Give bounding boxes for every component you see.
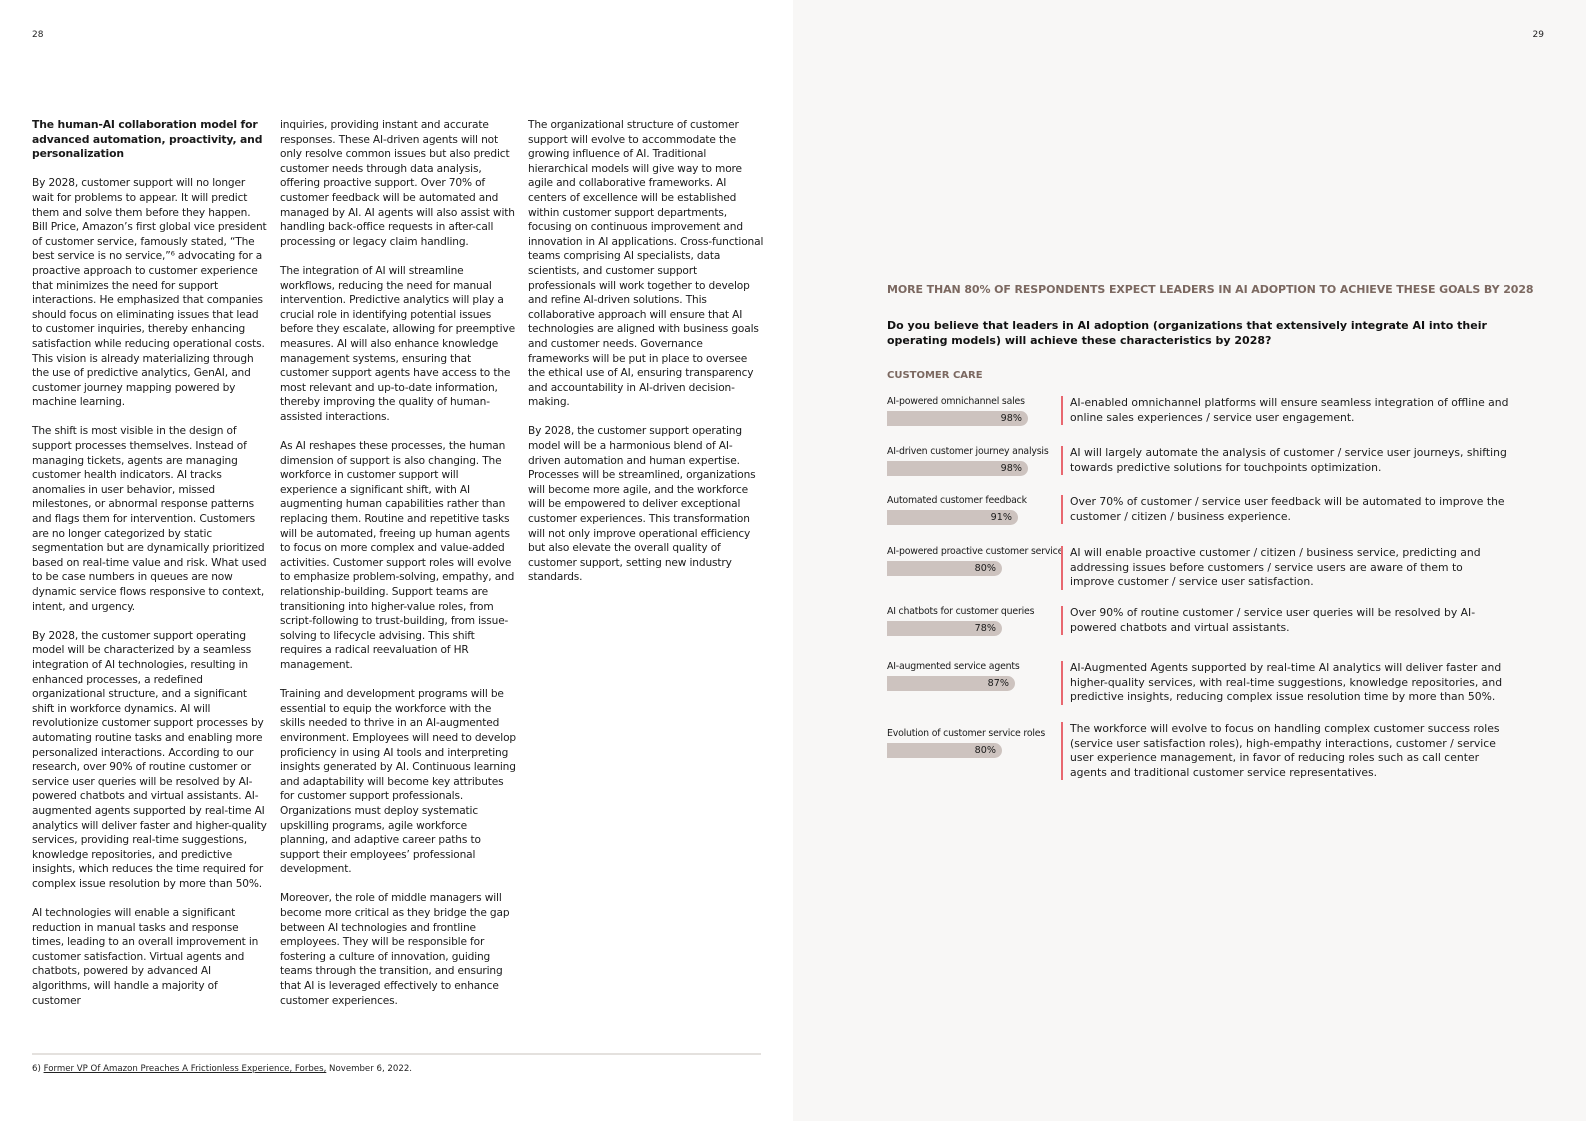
page-number-left: 28 bbox=[32, 30, 44, 40]
paragraph: The organizational structure of customer support will evolve to accommodate the growing influence of AI. Traditional hierarchical models will give way to more agile and collaborative frameworks. AI centers of excellence will be established within customer support departments, focusing on continuous improvement and innovation in AI applications. Cross-functional teams comprising AI specialists, data scientists, and customer support professionals will work together to develop and refine AI-driven solutions. This collaborative approach will ensure that AI technologies are aligned with business goals and customer needs. Governance frameworks will be put in place to oversee the ethical use of AI, ensuring transparency and accountability in AI-driven decision-making. bbox=[528, 119, 764, 409]
text-column-2 bbox=[280, 118, 516, 1023]
section-label: CUSTOMER CARE bbox=[887, 370, 983, 381]
footnote-divider bbox=[32, 1053, 761, 1055]
bar-value: 78% bbox=[974, 623, 996, 634]
paragraph: Training and development programs will be essential to equip the workforce with the skills needed to thrive in an AI-augmented environment. Employees will need to develop proficiency in using AI tools and interpreting insights generated by AI. Continuous learning and adaptability will become key attributes for customer support professionals. Organizations must deploy systematic upskilling programs, agile workforce planning, and adaptive career paths to support their employees’ professional development. bbox=[280, 688, 516, 876]
footnote-date: November 6, 2022. bbox=[326, 1064, 413, 1074]
bar-label: Evolution of customer service roles bbox=[887, 728, 1046, 739]
bar-value: 98% bbox=[1000, 463, 1022, 474]
survey-question: Do you believe that leaders in AI adoption (organizations that extensively integrate AI into their operating models) will achieve these characteristics by 2028? bbox=[887, 319, 1487, 347]
text-column-3 bbox=[528, 118, 764, 600]
bar bbox=[887, 743, 1002, 758]
bar-label: AI-powered omnichannel sales bbox=[887, 396, 1025, 407]
footnote-number: 6) bbox=[32, 1064, 41, 1074]
paragraph: The shift is most visible in the design of support processes themselves. Instead of managing tickets, agents are managing customer health indicators. AI tracks anomalies in user behavior, missed milestones, or abnormal response patterns and flags them for intervention. Customers are no longer categorized by static segmentation but are dynamically prioritized based on real-time value and risk. What used to be case numbers in queues are now dynamic service flows responsive to context, intent, and urgency. bbox=[32, 425, 267, 613]
bar-description: Over 90% of routine customer / service user queries will be resolved by AI-powered chatbots and virtual assistants. bbox=[1061, 606, 1510, 635]
bar bbox=[887, 510, 1018, 525]
text-column-1 bbox=[32, 118, 268, 1023]
bar-value: 80% bbox=[974, 745, 996, 756]
bar-label: AI-powered proactive customer service bbox=[887, 546, 1064, 557]
bar bbox=[887, 676, 1015, 691]
paragraph: By 2028, the customer support operating model will be characterized by a seamless integration of AI technologies, resulting in enhanced processes, a redefined organizational structure, and a significant shift in workforce dynamics. AI will revolutionize customer support processes by automating routine tasks and enabling more personalized interactions. According to our research, over 90% of routine customer or service user queries will be resolved by AI-powered chatbots and virtual assistants. AI-augmented agents supported by real-time AI analytics will deliver faster and higher-quality services, providing real-time suggestions, knowledge repositories, and predictive insights, which reduces the time required for complex issue resolution by more than 50%. bbox=[32, 629, 267, 890]
bar-description: AI-enabled omnichannel platforms will ensure seamless integration of offline and online sales experiences / service user engagement. bbox=[1061, 396, 1510, 425]
section-heading: The human-AI collaboration model for advanced automation, proactivity, and personalization bbox=[32, 118, 263, 161]
right-page bbox=[793, 0, 1586, 1121]
bar-label: Automated customer feedback bbox=[887, 495, 1027, 506]
paragraph: The integration of AI will streamline workflows, reducing the need for manual intervention. Predictive analytics will play a crucial role in identifying potential issues before they escalate, allowing for preemptive measures. AI will also enhance knowledge management systems, ensuring that customer support agents have access to the most relevant and up-to-date information, thereby improving the quality of human-assisted interactions. bbox=[280, 264, 515, 423]
bar-description: AI-Augmented Agents supported by real-time AI analytics will deliver faster and higher-quality services, with real-time suggestions, knowledge repositories, and predictive insights, reducing complex issue resolution time by more than 50%. bbox=[1061, 661, 1510, 705]
bar-value: 80% bbox=[974, 563, 996, 574]
paragraph: Moreover, the role of middle managers will become more critical as they bridge the gap between AI technologies and frontline employees. They will be responsible for fostering a culture of innovation, guiding teams through the transition, and ensuring that AI is leveraged effectively to enhance customer experiences. bbox=[280, 892, 510, 1007]
paragraph: inquiries, providing instant and accurate responses. These AI-driven agents will not only resolve common issues but also predict customer needs through data analysis, offering proactive support. Over 70% of customer feedback will be automated and managed by AI. AI agents will also assist with handling back-office requests in after-call processing or legacy claim handling. bbox=[280, 119, 515, 248]
bar-label: AI-driven customer journey analysis bbox=[887, 446, 1049, 457]
bar-value: 91% bbox=[990, 512, 1012, 523]
paragraph: As AI reshapes these processes, the human dimension of support is also changing. The workforce in customer support will experience a significant shift, with AI augmenting human capabilities rather than replacing them. Routine and repetitive tasks will be automated, freeing up human agents to focus on more complex and value-added activities. Customer support roles will evolve to emphasize problem-solving, empathy, and relationship-building. Support teams are transitioning into higher-value roles, from script-following to trust-building, from issue-solving to lifecycle advising. This shift requires a radical reevaluation of HR management. bbox=[280, 440, 515, 671]
paragraph: By 2028, the customer support operating model will be a harmonious blend of AI-driven automation and human expertise. Processes will be streamlined, organizations will become more agile, and the workforce will be empowered to deliver exceptional customer experiences. This transformation will not only improve operational efficiency but also elevate the overall quality of customer support, setting new industry standards. bbox=[528, 425, 756, 584]
bar-label: AI-augmented service agents bbox=[887, 661, 1020, 672]
bar-description: Over 70% of customer / service user feedback will be automated to improve the customer / citizen / business experience. bbox=[1061, 495, 1510, 524]
footnote-source-link[interactable]: Former VP Of Amazon Preaches A Frictionless Experience, Forbes, bbox=[43, 1064, 327, 1074]
footnote bbox=[32, 1064, 412, 1074]
bar-label: AI chatbots for customer queries bbox=[887, 606, 1035, 617]
bar bbox=[887, 561, 1002, 576]
bar-description: AI will largely automate the analysis of customer / service user journeys, shifting towards predictive solutions for touchpoints optimization. bbox=[1061, 446, 1510, 475]
bar-description: AI will enable proactive customer / citizen / business service, predicting and addressing issues before customers / service users are aware of them to improve customer / service user satisfaction. bbox=[1061, 546, 1510, 590]
bar bbox=[887, 621, 1002, 636]
chart-title: MORE THAN 80% OF RESPONDENTS EXPECT LEADERS IN AI ADOPTION TO ACHIEVE THESE GOALS BY 2028 bbox=[887, 283, 1534, 296]
bar-description: The workforce will evolve to focus on handling complex customer success roles (service user satisfaction roles), high-empathy interactions, customer / service user experience management, in favor of reducing roles such as call center agents and traditional customer service representatives. bbox=[1061, 722, 1510, 780]
bar-value: 87% bbox=[987, 678, 1009, 689]
bar-value: 98% bbox=[1000, 413, 1022, 424]
bar bbox=[887, 411, 1028, 426]
paragraph: AI technologies will enable a significant reduction in manual tasks and response times, leading to an overall improvement in customer satisfaction. Virtual agents and chatbots, powered by advanced AI algorithms, will handle a majority of customer bbox=[32, 907, 259, 1007]
page-number-right: 29 bbox=[1532, 30, 1544, 40]
paragraph: By 2028, customer support will no longer wait for problems to appear. It will predict them and solve them before they happen. Bill Price, Amazon’s first global vice president of customer service, famously stated, “The best service is no service,”⁶ advocating for a proactive approach to customer experience that minimizes the need for support interactions. He emphasized that companies should focus on eliminating issues that lead to customer inquiries, thereby enhancing satisfaction while reducing operational costs. This vision is already materializing through the use of predictive analytics, GenAI, and customer journey mapping powered by machine learning. bbox=[32, 177, 267, 409]
bar bbox=[887, 461, 1028, 476]
